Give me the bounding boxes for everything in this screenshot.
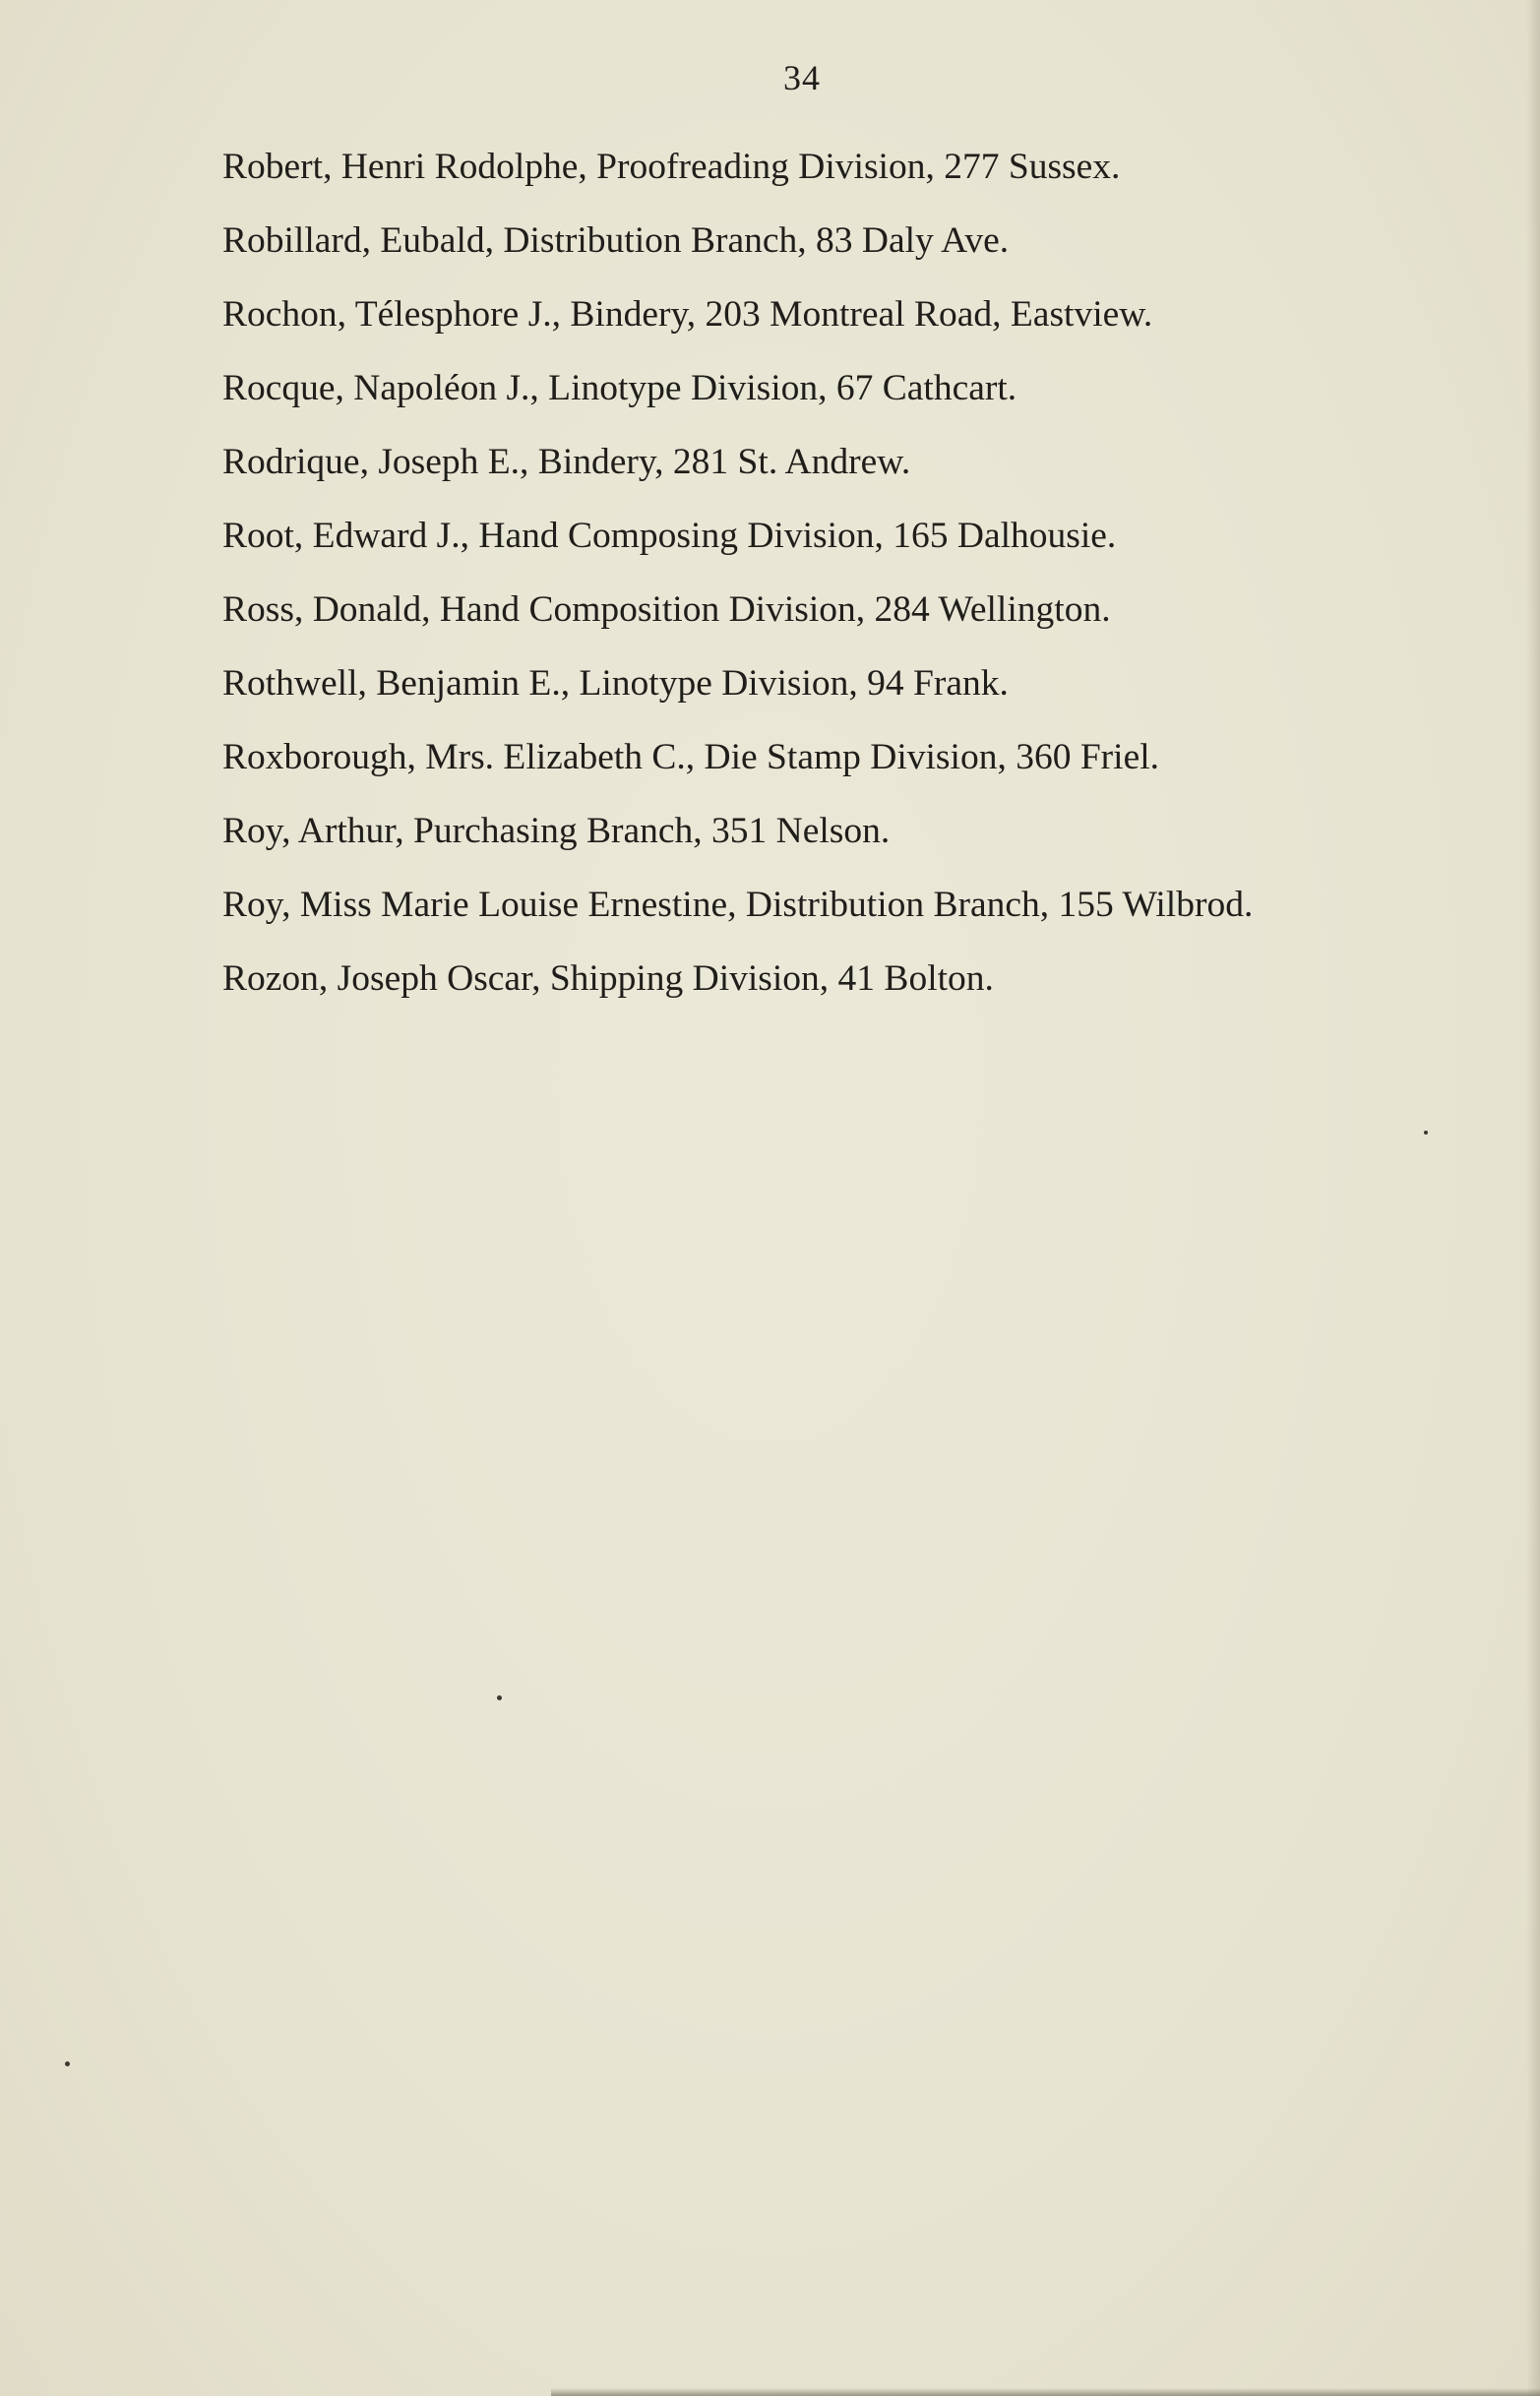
directory-entry: Rothwell, Benjamin E., Linotype Division, 94 Frank. bbox=[222, 663, 1009, 704]
paper-speck bbox=[1424, 1131, 1428, 1135]
directory-entry: Robillard, Eubald, Distribution Branch, 83 Daly Ave. bbox=[222, 220, 1010, 261]
directory-entry: Rochon, Télesphore J., Bindery, 203 Montreal Road, Eastview. bbox=[222, 294, 1153, 335]
directory-list bbox=[222, 146, 1423, 1031]
page-number: 34 bbox=[783, 58, 821, 97]
paper-speck bbox=[65, 2061, 70, 2066]
directory-entry: Rozon, Joseph Oscar, Shipping Division, 41 Bolton. bbox=[222, 958, 994, 999]
page-edge-shadow bbox=[1526, 0, 1540, 2396]
directory-entry: Robert, Henri Rodolphe, Proofreading Division, 277 Sussex. bbox=[222, 147, 1121, 187]
directory-entry: Ross, Donald, Hand Composition Division, 284 Wellington. bbox=[222, 589, 1111, 630]
directory-entry: Roy, Miss Marie Louise Ernestine, Distribution Branch, 155 Wilbrod. bbox=[222, 885, 1254, 925]
paper-speck bbox=[497, 1695, 502, 1700]
directory-entry: Root, Edward J., Hand Composing Division, 165 Dalhousie. bbox=[222, 516, 1117, 556]
directory-entry: Rocque, Napoléon J., Linotype Division, 67 Cathcart. bbox=[222, 368, 1017, 408]
directory-entry: Rodrique, Joseph E., Bindery, 281 St. Andrew. bbox=[222, 442, 911, 482]
directory-entry: Roxborough, Mrs. Elizabeth C., Die Stamp Division, 360 Friel. bbox=[222, 737, 1160, 777]
directory-entry: Roy, Arthur, Purchasing Branch, 351 Nelson. bbox=[222, 811, 891, 851]
page-bottom-edge bbox=[551, 2388, 1540, 2396]
